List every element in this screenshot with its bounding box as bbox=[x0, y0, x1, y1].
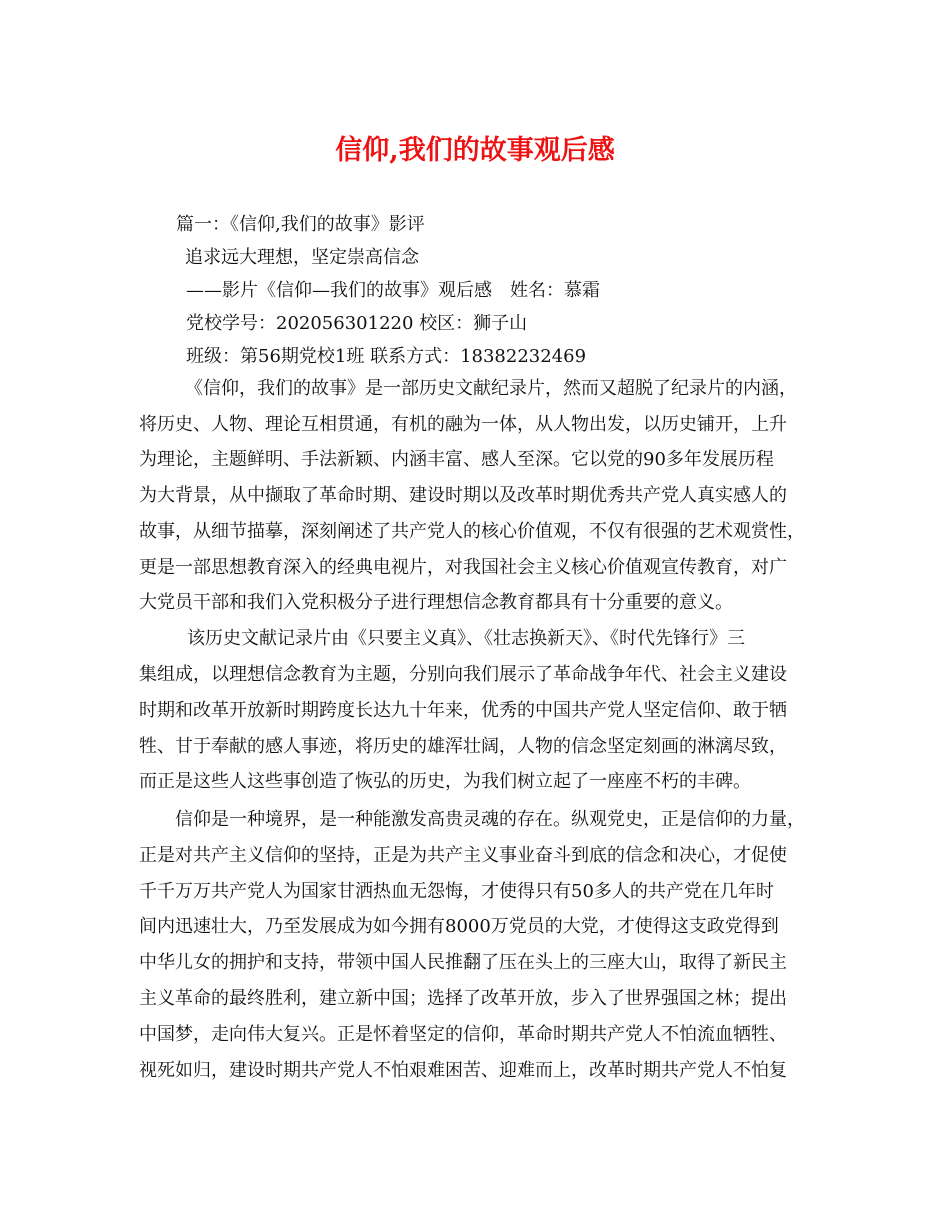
text-line: 该历史文献记录片由《只要主义真》、《壮志换新天》、《时代先锋行》三 bbox=[187, 628, 745, 649]
text-line: 中国梦，走向伟大复兴。正是怀着坚定的信仰，革命时期共产党人不怕流血牺牲、 bbox=[139, 1024, 787, 1045]
text-line: 大党员干部和我们入党积极分子进行理想信念教育都具有十分重要的意义。 bbox=[139, 592, 733, 613]
text-line: 为大背景，从中撷取了革命时期、建设时期以及改革时期优秀共产党人真实感人的 bbox=[139, 485, 787, 506]
text-line: 千千万万共产党人为国家甘洒热血无怨悔，才使得只有50多人的共产党在几年时 bbox=[139, 881, 774, 902]
text-line: 时期和改革开放新时期跨度长达九十年来，优秀的中国共产党人坚定信仰、敢于牺 bbox=[139, 700, 787, 721]
text-line: 间内迅速壮大，乃至发展成为如今拥有8000万党员的大党，才使得这支政党得到 bbox=[139, 916, 779, 937]
text-line: 为理论，主题鲜明、手法新颖、内涵丰富、感人至深。它以党的90多年发展历程 bbox=[139, 449, 774, 470]
text-line: 视死如归，建设时期共产党人不怕艰难困苦、迎难而上，改革时期共产党人不怕复 bbox=[139, 1060, 787, 1081]
text-line: 篇一：《信仰,我们的故事》影评 bbox=[176, 214, 425, 235]
text-line: 信仰是一种境界，是一种能激发高贵灵魂的存在。纵观党史，正是信仰的力量， bbox=[175, 809, 805, 830]
text-line: 《信仰，我们的故事》是一部历史文献纪录片，然而又超脱了纪录片的内涵， bbox=[185, 378, 797, 399]
text-line: 中华儿女的拥护和支持，带领中国人民推翻了压在头上的三座大山，取得了新民主 bbox=[139, 952, 787, 973]
text-line: 牲、甘于奉献的感人事迹，将历史的雄浑壮阔，人物的信念坚定刻画的淋漓尽致， bbox=[139, 736, 787, 757]
text-line: 班级：第56期党校1班 联系方式：18382232469 bbox=[186, 346, 587, 367]
text-line: 将历史、人物、理论互相贯通，有机的融为一体，从人物出发，以历史铺开，上升 bbox=[139, 414, 787, 435]
text-line: 而正是这些人这些事创造了恢弘的历史，为我们树立起了一座座不朽的丰碑。 bbox=[139, 771, 751, 792]
text-line: 集组成，以理想信念教育为主题，分别向我们展示了革命战争年代、社会主义建设 bbox=[139, 664, 787, 685]
text-line: 党校学号：202056301220 校区：狮子山 bbox=[186, 313, 528, 334]
text-line: ——影片《信仰—我们的故事》观后感 姓名：慕霜 bbox=[186, 280, 600, 301]
text-line: 追求远大理想，坚定崇高信念 bbox=[185, 247, 419, 268]
text-line: 正是对共产主义信仰的坚持，正是为共产主义事业奋斗到底的信念和决心，才促使 bbox=[139, 845, 787, 866]
text-line: 主义革命的最终胜利，建立新中国；选择了改革开放，步入了世界强国之林；提出 bbox=[139, 988, 787, 1009]
text-line: 故事，从细节描摹，深刻阐述了共产党人的核心价值观，不仅有很强的艺术观赏性， bbox=[139, 521, 805, 542]
text-line: 更是一部思想教育深入的经典电视片，对我国社会主义核心价值观宣传教育，对广 bbox=[139, 557, 787, 578]
document-title: 信仰,我们的故事观后感 bbox=[335, 135, 615, 166]
